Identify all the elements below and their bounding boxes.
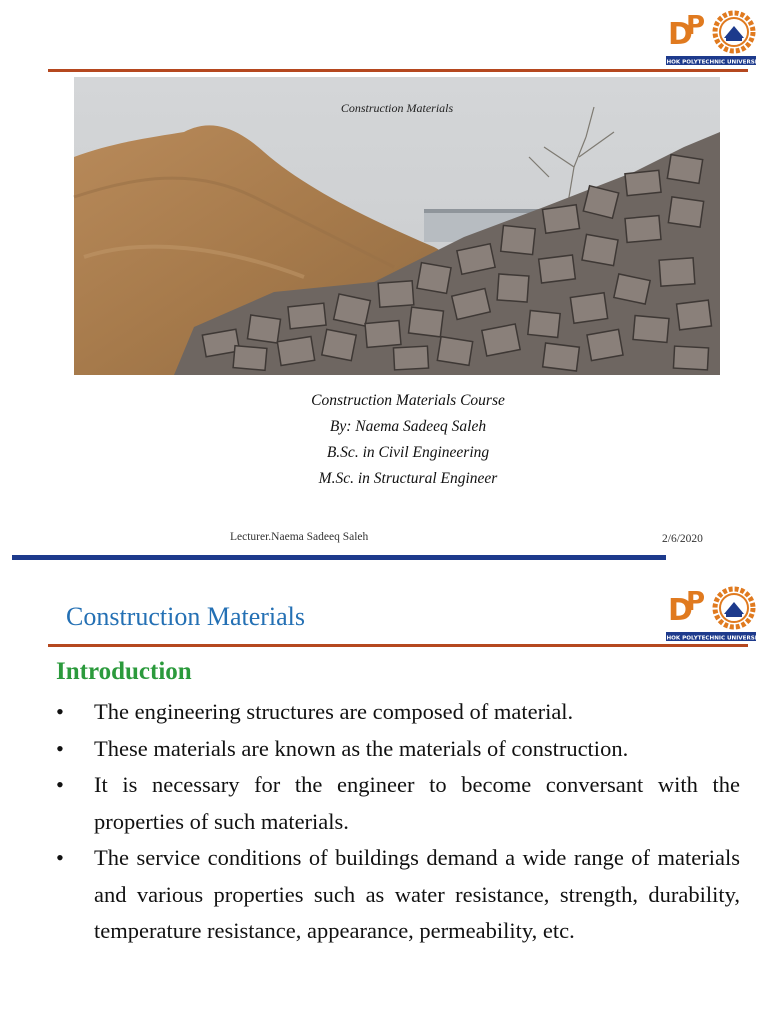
bullet-list [56,694,740,950]
list-item [56,731,740,768]
list-item [56,767,740,840]
list-item [56,840,740,950]
svg-text:D: D [668,593,693,628]
construction-materials-photo [74,77,720,375]
bullet-text: It is necessary for the engineer to become conversant with the properties of such materials. [94,772,740,834]
logo-text: DUHOK POLYTECHNIC UNIVERSITY [657,635,765,642]
photo-caption: Construction Materials [340,101,454,115]
credit-line: Construction Materials Course [311,392,505,409]
university-logo [657,584,765,644]
credit-line: M.Sc. in Structural Engineer [318,470,498,487]
slide-title: Construction Materials [66,602,306,631]
slide-divider [12,555,666,560]
bullet-icon: • [56,845,64,870]
logo-text: DUHOK POLYTECHNIC UNIVERSITY [657,59,765,66]
university-logo [657,8,765,68]
course-credits [200,388,616,492]
svg-text:P: P [686,587,706,617]
bullet-icon: • [56,772,64,797]
bullet-text: These materials are known as the materials of construction. [94,735,629,761]
bullet-text: The engineering structures are composed of material. [94,699,574,724]
bullet-icon: • [56,699,64,724]
list-item [56,694,740,731]
svg-text:P: P [686,11,706,41]
svg-text:D: D [668,17,693,52]
footer-lecturer: Lecturer.Naema Sadeeq Saleh [230,531,369,543]
section-heading: Introduction [56,658,192,685]
title-rule [48,644,748,647]
header-rule [48,69,748,72]
credit-line: By: Naema Sadeeq Saleh [329,418,487,435]
bullet-text: The service conditions of buildings demand a wide range of materials and various properties such as water resistance, strength, durability, temperature resistance, appearance, permeability, etc. [94,845,740,943]
footer-date: 2/6/2020 [662,533,703,545]
credit-line: B.Sc. in Civil Engineering [326,444,490,461]
bullet-icon: • [56,735,64,761]
